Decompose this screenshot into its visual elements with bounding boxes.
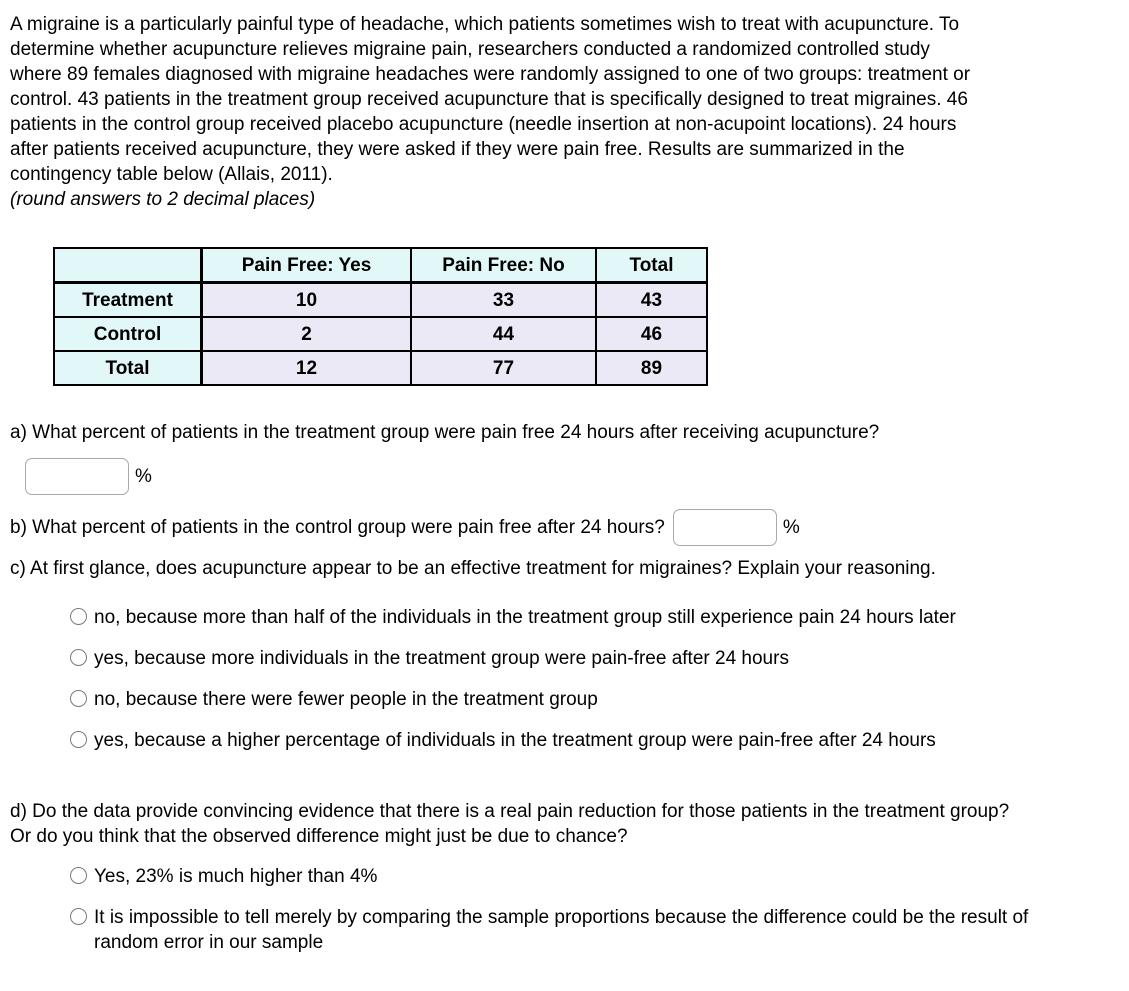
cell-treatment-total: 43 (596, 283, 707, 318)
radio-c-2[interactable] (70, 649, 87, 666)
col-header-pain-free-yes: Pain Free: Yes (202, 248, 412, 283)
row-header-treatment: Treatment (54, 283, 202, 318)
cell-control-yes: 2 (202, 317, 412, 351)
radio-c-3[interactable] (70, 690, 87, 707)
question-d-options (70, 864, 1115, 955)
option-d-2-label: It is impossible to tell merely by comparing the sample proportions because the difference could be the result of random error in our sample (94, 907, 1029, 953)
problem-text: A migraine is a particularly painful type of headache, which patients sometimes wish to treat with acupuncture. To determine whether acupuncture relieves migraine pain, researchers conducted a randomized controlled study where 89 females diagnosed with migraine headaches were randomly assigned to one of two groups: treatment or control. 43 patients in the treatment group received acupuncture that is specifically designed to treat migraines. 46 patients in the control group received placebo acupuncture (needle insertion at non-acupoint locations). 24 hours after patients received acupuncture, they were asked if they were pain free. Results are summarized in the contingency table below (Allais, 2011). (10, 14, 971, 185)
cell-total-no: 77 (411, 351, 596, 385)
option-c-3-label: no, because there were fewer people in the treatment group (94, 689, 598, 710)
question-c-text: c) At first glance, does acupuncture appear to be an effective treatment for migraines? Explain your reasoning. (10, 558, 936, 579)
table-corner-cell (54, 248, 202, 283)
option-c-4-label: yes, because a higher percentage of individuals in the treatment group were pain-free after 24 hours (94, 730, 936, 751)
radio-c-4[interactable] (70, 731, 87, 748)
table-row-treatment (54, 283, 707, 318)
radio-d-2[interactable] (70, 908, 87, 925)
option-c-4[interactable] (70, 728, 1115, 753)
option-d-2[interactable] (70, 905, 1115, 955)
percent-sign-b: % (782, 517, 800, 538)
option-c-3[interactable] (70, 687, 1115, 712)
radio-c-1[interactable] (70, 608, 87, 625)
cell-treatment-yes: 10 (202, 283, 412, 318)
question-a-text: a) What percent of patients in the treatment group were pain free 24 hours after receiving acupuncture? (10, 422, 880, 443)
answer-a-row (25, 458, 1115, 495)
table-header-row (54, 248, 707, 283)
table-row-control (54, 317, 707, 351)
question-d-text: d) Do the data provide convincing evidence that there is a real pain reduction for those patients in the treatment group? Or do you think that the observed difference might just be due to chance? (10, 801, 1010, 847)
cell-treatment-no: 33 (411, 283, 596, 318)
radio-d-1[interactable] (70, 867, 87, 884)
answer-a-input[interactable] (25, 458, 129, 495)
table-row-total (54, 351, 707, 385)
cell-control-no: 44 (411, 317, 596, 351)
problem-statement (10, 12, 975, 212)
option-d-1[interactable] (70, 864, 1115, 889)
cell-total-yes: 12 (202, 351, 412, 385)
question-c-options (70, 605, 1115, 753)
row-header-control: Control (54, 317, 202, 351)
answer-b-input[interactable] (673, 509, 777, 546)
option-d-1-label: Yes, 23% is much higher than 4% (94, 866, 378, 887)
cell-total-total: 89 (596, 351, 707, 385)
col-header-total: Total (596, 248, 707, 283)
option-c-1[interactable] (70, 605, 1115, 630)
cell-control-total: 46 (596, 317, 707, 351)
contingency-table (53, 247, 708, 386)
question-b-text: b) What percent of patients in the control group were pain free after 24 hours? (10, 517, 665, 538)
question-b-row (10, 509, 1030, 546)
percent-sign-a: % (135, 466, 152, 487)
row-header-total: Total (54, 351, 202, 385)
option-c-2[interactable] (70, 646, 1115, 671)
col-header-pain-free-no: Pain Free: No (411, 248, 596, 283)
option-c-1-label: no, because more than half of the individuals in the treatment group still experience pain 24 hours later (94, 607, 956, 628)
option-c-2-label: yes, because more individuals in the treatment group were pain-free after 24 hours (94, 648, 789, 669)
rounding-note: (round answers to 2 decimal places) (10, 189, 316, 210)
